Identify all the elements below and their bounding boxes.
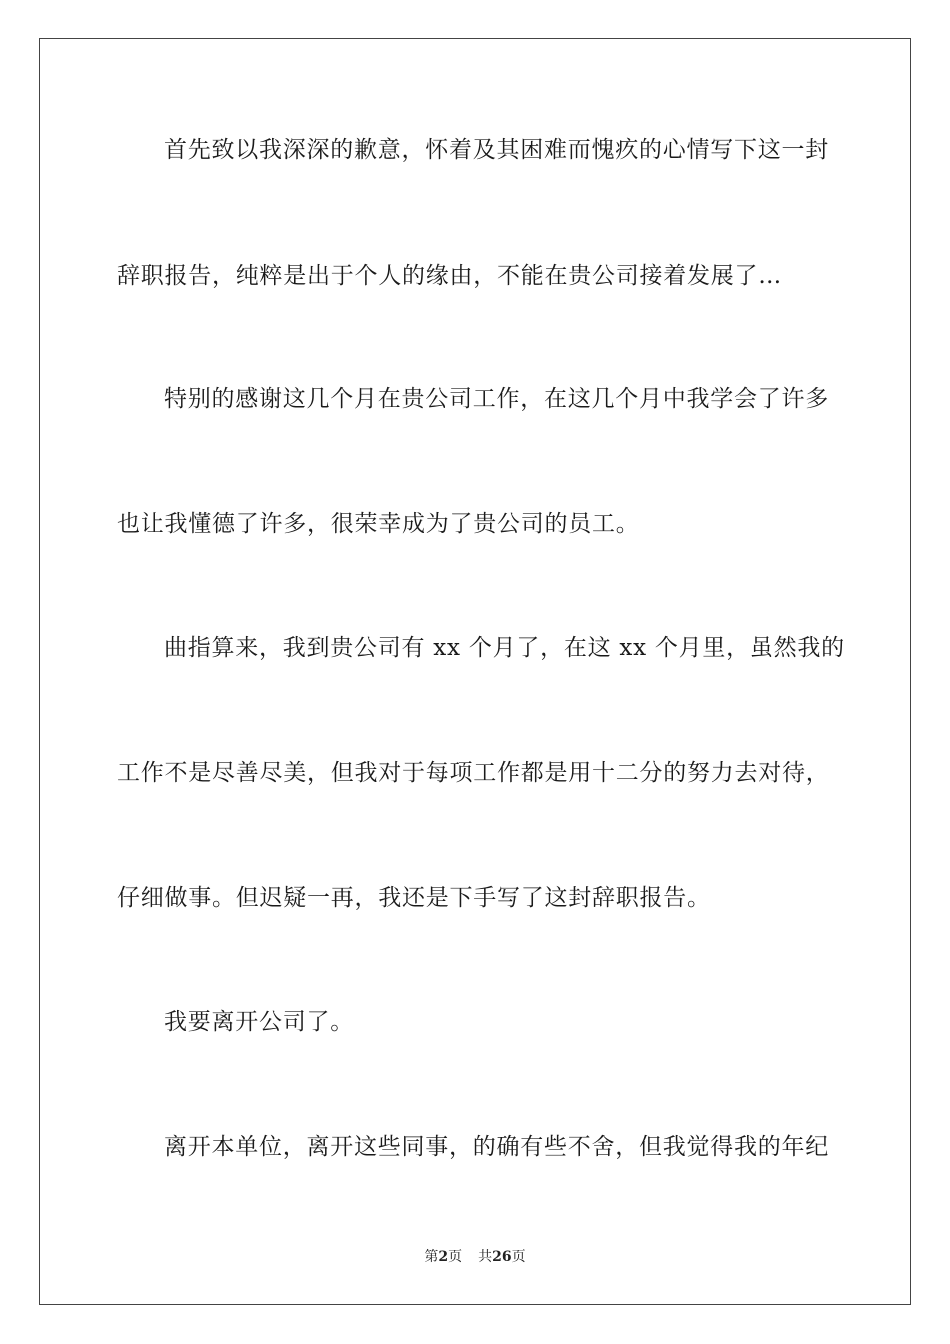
paragraph-line-6: 工作不是尽善尽美，但我对于每项工作都是用十二分的努力去对待， xyxy=(117,760,830,786)
page-prefix: 第 xyxy=(424,1249,439,1265)
paragraph-line-7: 仔细做事。但迟疑一再，我还是下手写了这封辞职报告。 xyxy=(117,885,711,911)
page-suffix: 页 xyxy=(448,1249,463,1265)
paragraph-line-1: 首先致以我深深的歉意，怀着及其困难而愧疚的心情写下这一封 xyxy=(164,137,829,163)
paragraph-line-5: 曲指算来，我到贵公司有 xx 个月了，在这 xx 个月里，虽然我的 xyxy=(164,635,845,661)
page-border xyxy=(39,38,911,1305)
total-pages: 26 xyxy=(492,1249,512,1265)
page-footer xyxy=(0,1248,950,1266)
paragraph-line-9: 离开本单位，离开这些同事，的确有些不舍，但我觉得我的年纪 xyxy=(164,1134,829,1160)
total-prefix: 共 xyxy=(478,1249,493,1265)
paragraph-line-3: 特别的感谢这几个月在贵公司工作，在这几个月中我学会了许多 xyxy=(164,386,829,412)
paragraph-line-2: 辞职报告，纯粹是出于个人的缘由，不能在贵公司接着发展了… xyxy=(117,263,782,289)
paragraph-line-8: 我要离开公司了。 xyxy=(164,1009,354,1035)
page-number: 2 xyxy=(438,1249,449,1265)
paragraph-line-4: 也让我懂德了许多，很荣幸成为了贵公司的员工。 xyxy=(117,511,640,537)
total-suffix: 页 xyxy=(511,1249,526,1265)
